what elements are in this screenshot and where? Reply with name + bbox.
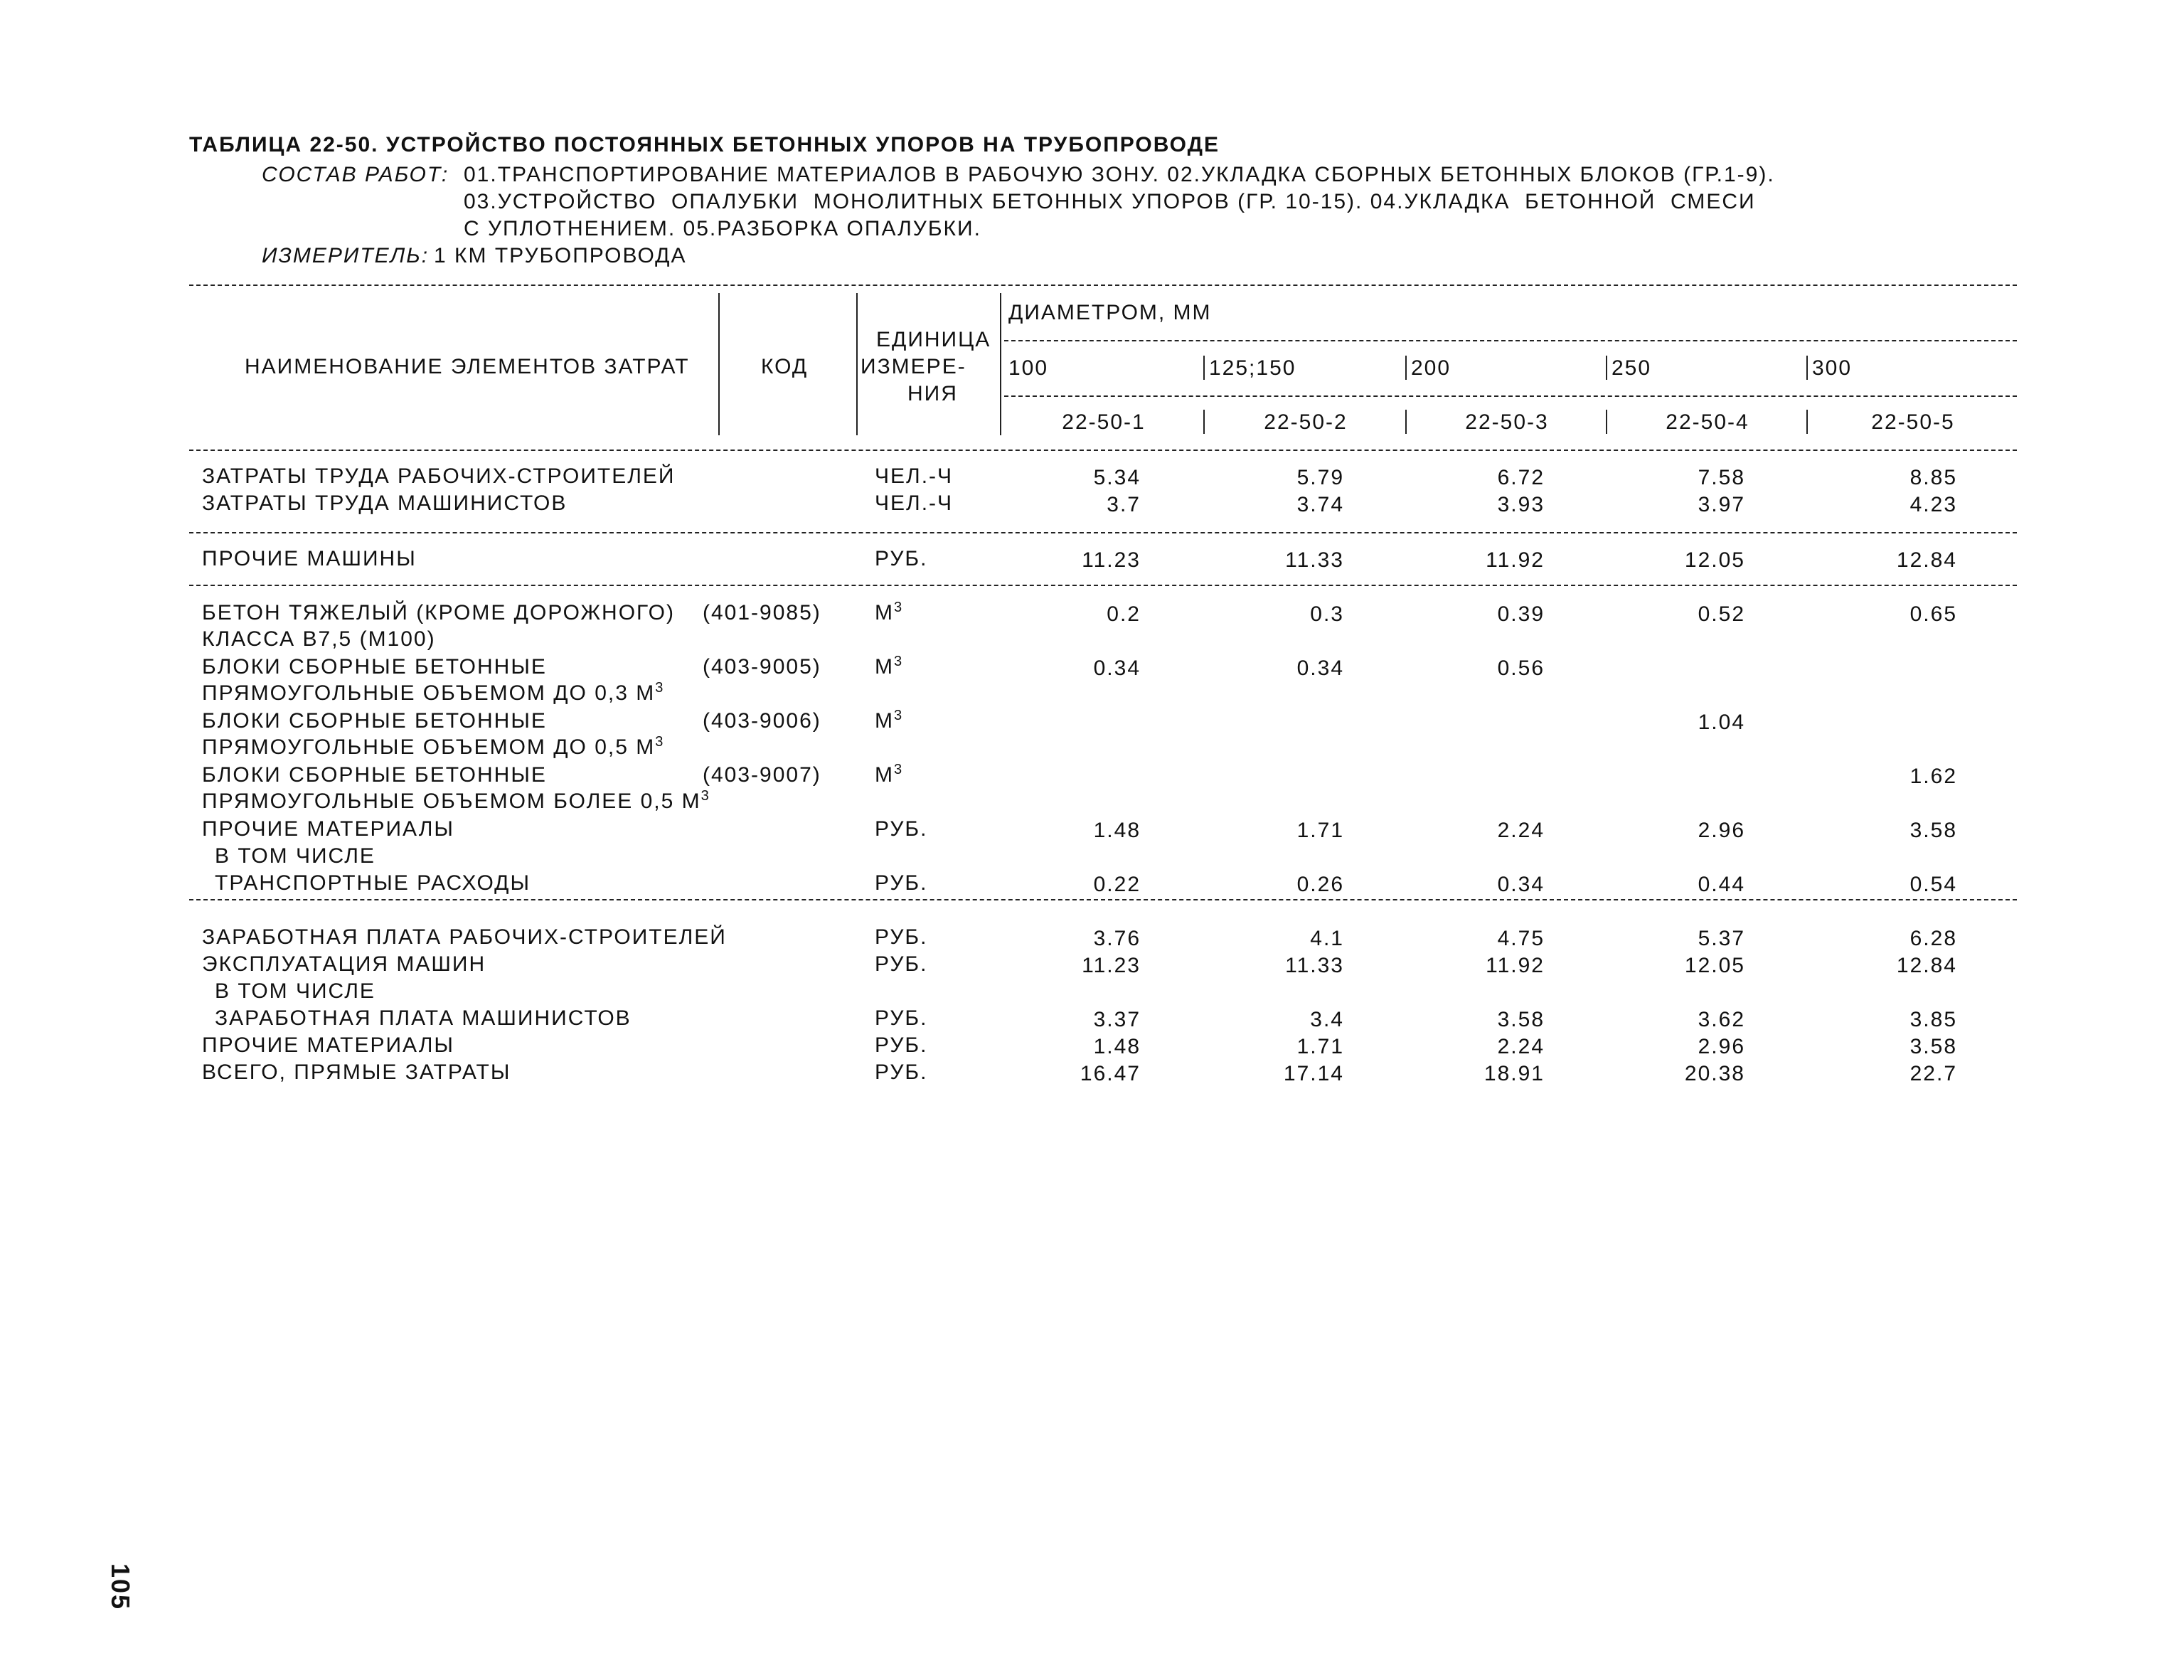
row-unit: РУБ.	[875, 871, 928, 895]
row-value: 1.48	[1093, 819, 1141, 842]
row-name: ПРОЧИЕ МАТЕРИАЛЫ	[202, 817, 454, 841]
work-line: 01.ТРАНСПОРТИРОВАНИЕ МАТЕРИАЛОВ В РАБОЧУЮ ЗОНУ. 02.УКЛАДКА СБОРНЫХ БЕТОННЫХ БЛОКОВ (ГР.1-9).	[464, 163, 1775, 186]
header-name: НАИМЕНОВАНИЕ ЭЛЕМЕНТОВ ЗАТРАТ	[245, 355, 690, 378]
row-name: ТРАНСПОРТНЫЕ РАСХОДЫ	[215, 871, 531, 895]
row-value: 3.4	[1310, 1008, 1344, 1031]
row-unit: РУБ.	[875, 1033, 928, 1057]
header-size: 125;150	[1209, 356, 1296, 380]
row-value: 5.79	[1296, 466, 1344, 489]
row-value: 3.85	[1909, 1008, 1957, 1031]
row-value: 0.52	[1698, 602, 1745, 626]
column-bar	[856, 293, 858, 435]
row-value: 11.92	[1486, 954, 1545, 977]
row-value: 0.54	[1909, 873, 1957, 896]
column-bar	[1405, 410, 1407, 434]
row-name: БЛОКИ СБОРНЫЕ БЕТОННЫЕ	[202, 763, 547, 787]
row-value: 22.7	[1909, 1062, 1957, 1085]
row-value: 0.22	[1093, 873, 1141, 896]
header-pricecode: 22-50-1	[1062, 410, 1146, 434]
row-value: 3.37	[1093, 1008, 1141, 1031]
row-value: 11.23	[1082, 954, 1141, 977]
row-unit: РУБ.	[875, 925, 928, 949]
page-number: 105	[106, 1563, 135, 1611]
header-size: 100	[1008, 356, 1049, 380]
row-name: ЗАТРАТЫ ТРУДА РАБОЧИХ-СТРОИТЕЛЕЙ	[202, 464, 676, 488]
row-value: 2.24	[1497, 1035, 1545, 1058]
row-value: 12.05	[1684, 548, 1745, 572]
column-bar	[718, 293, 720, 435]
row-value: 0.56	[1497, 656, 1545, 680]
row-unit: $М^3$	[875, 654, 904, 679]
meter-label: ИЗМЕРИТЕЛЬ:	[262, 244, 430, 267]
row-value: 16.47	[1080, 1062, 1141, 1085]
header-size: 250	[1612, 356, 1652, 380]
meter-value: 1 КМ ТРУБОПРОВОДА	[434, 244, 687, 267]
row-unit: РУБ.	[875, 1006, 928, 1030]
row-name-cont: ПРЯМОУГОЛЬНЫЕ ОБЪЕМОМ ДО 0,3 $М^3$	[202, 680, 665, 705]
header-code: КОД	[761, 355, 809, 378]
column-bar	[1806, 356, 1808, 380]
header-pricecode: 22-50-5	[1871, 410, 1955, 434]
work-line: С УПЛОТНЕНИЕМ. 05.РАЗБОРКА ОПАЛУБКИ.	[464, 217, 981, 240]
row-value: 0.34	[1296, 656, 1344, 680]
row-value: 6.28	[1909, 927, 1957, 950]
work-line: 03.УСТРОЙСТВО ОПАЛУБКИ МОНОЛИТНЫХ БЕТОННЫХ УПОРОВ (ГР. 10-15). 04.УКЛАДКА БЕТОННОЙ СМЕСИ	[464, 190, 1756, 213]
row-name: В ТОМ ЧИСЛЕ	[215, 979, 375, 1003]
row-unit: РУБ.	[875, 952, 928, 976]
header-pricecode: 22-50-3	[1465, 410, 1549, 434]
row-value: 2.96	[1698, 1035, 1745, 1058]
row-name-cont: КЛАССА B7,5 (M100)	[202, 627, 436, 651]
row-value: 1.71	[1296, 819, 1344, 842]
row-value: 11.92	[1486, 548, 1545, 572]
row-value: 3.58	[1909, 1035, 1957, 1058]
row-code: (403-9007)	[703, 763, 821, 787]
row-name: ЗАТРАТЫ ТРУДА МАШИНИСТОВ	[202, 491, 568, 515]
row-name: ЗАРАБОТНАЯ ПЛАТА МАШИНИСТОВ	[215, 1006, 632, 1030]
work-label: СОСТАВ РАБОТ:	[262, 163, 449, 186]
row-name: ВСЕГО, ПРЯМЫЕ ЗАТРАТЫ	[202, 1060, 511, 1084]
row-value: 1.71	[1296, 1035, 1344, 1058]
row-value: 20.38	[1684, 1062, 1745, 1085]
table-title: ТАБЛИЦА 22-50. УСТРОЙСТВО ПОСТОЯННЫХ БЕТОННЫХ УПОРОВ НА ТРУБОПРОВОДЕ	[189, 133, 1220, 156]
row-name: ЗАРАБОТНАЯ ПЛАТА РАБОЧИХ-СТРОИТЕЛЕЙ	[202, 925, 727, 949]
rule	[1004, 395, 2017, 397]
row-value: 0.34	[1497, 873, 1545, 896]
header-diameter: ДИАМЕТРОМ, ММ	[1008, 301, 1212, 324]
row-value: 7.58	[1698, 466, 1745, 489]
row-name-cont: ПРЯМОУГОЛЬНЫЕ ОБЪЕМОМ БОЛЕЕ 0,5 $М^3$	[202, 788, 710, 813]
header-size: 200	[1411, 356, 1451, 380]
header-unit: ЕДИНИЦА	[876, 328, 991, 351]
row-name: ЭКСПЛУАТАЦИЯ МАШИН	[202, 952, 486, 976]
row-value: 5.34	[1093, 466, 1141, 489]
row-unit: $М^3$	[875, 762, 904, 787]
header-unit: ИЗМЕРЕ-	[861, 355, 966, 378]
row-name: БЕТОН ТЯЖЕЛЫЙ (КРОМЕ ДОРОЖНОГО)	[202, 601, 675, 624]
column-bar	[1000, 293, 1001, 435]
rule	[189, 285, 2017, 286]
row-value: 11.33	[1285, 548, 1344, 572]
column-bar	[1606, 356, 1607, 380]
row-value: 11.33	[1285, 954, 1344, 977]
column-bar	[1806, 410, 1808, 434]
row-name: ПРОЧИЕ МАШИНЫ	[202, 547, 417, 570]
row-name-cont: ПРЯМОУГОЛЬНЫЕ ОБЪЕМОМ ДО 0,5 $М^3$	[202, 734, 665, 759]
rule	[189, 450, 2017, 451]
row-value: 3.93	[1497, 493, 1545, 516]
row-value: 12.05	[1684, 954, 1745, 977]
row-value: 18.91	[1483, 1062, 1545, 1085]
row-value: 12.84	[1896, 548, 1957, 572]
rule	[189, 532, 2017, 533]
header-size: 300	[1812, 356, 1853, 380]
row-value: 17.14	[1283, 1062, 1344, 1085]
row-unit: ЧЕЛ.-Ч	[875, 491, 954, 515]
row-name: БЛОКИ СБОРНЫЕ БЕТОННЫЕ	[202, 709, 547, 733]
column-bar	[1203, 410, 1205, 434]
column-bar	[1606, 410, 1607, 434]
row-value: 0.34	[1093, 656, 1141, 680]
rule	[189, 585, 2017, 586]
row-name: В ТОМ ЧИСЛЕ	[215, 844, 375, 868]
row-unit: $М^3$	[875, 708, 904, 733]
row-unit: РУБ.	[875, 817, 928, 841]
row-value: 1.48	[1093, 1035, 1141, 1058]
row-unit: ЧЕЛ.-Ч	[875, 464, 954, 488]
header-pricecode: 22-50-2	[1264, 410, 1348, 434]
row-value: 4.75	[1497, 927, 1545, 950]
row-code: (401-9085)	[703, 601, 821, 624]
row-value: 0.44	[1698, 873, 1745, 896]
header-pricecode: 22-50-4	[1666, 410, 1749, 434]
row-value: 0.65	[1909, 602, 1957, 626]
row-unit: РУБ.	[875, 547, 928, 570]
column-bar	[1405, 356, 1407, 380]
row-value: 0.2	[1107, 602, 1141, 626]
row-value: 11.23	[1082, 548, 1141, 572]
row-value: 2.24	[1497, 819, 1545, 842]
row-unit: $М^3$	[875, 600, 904, 624]
row-value: 0.3	[1310, 602, 1344, 626]
row-value: 5.37	[1698, 927, 1745, 950]
row-name: БЛОКИ СБОРНЫЕ БЕТОННЫЕ	[202, 655, 547, 679]
row-value: 4.23	[1909, 493, 1957, 516]
row-value: 6.72	[1497, 466, 1545, 489]
row-unit: РУБ.	[875, 1060, 928, 1084]
header-unit: НИЯ	[907, 382, 958, 405]
rule	[189, 899, 2017, 900]
row-value: 0.26	[1296, 873, 1344, 896]
row-value: 3.7	[1107, 493, 1141, 516]
row-value: 12.84	[1896, 954, 1957, 977]
row-value: 3.74	[1296, 493, 1344, 516]
row-value: 1.04	[1698, 711, 1745, 734]
row-value: 3.58	[1909, 819, 1957, 842]
row-value: 3.62	[1698, 1008, 1745, 1031]
row-value: 4.1	[1310, 927, 1344, 950]
row-name: ПРОЧИЕ МАТЕРИАЛЫ	[202, 1033, 454, 1057]
row-value: 1.62	[1909, 765, 1957, 788]
row-value: 0.39	[1497, 602, 1545, 626]
row-value: 3.97	[1698, 493, 1745, 516]
row-code: (403-9006)	[703, 709, 821, 733]
column-bar	[1203, 356, 1205, 380]
row-value: 3.58	[1497, 1008, 1545, 1031]
row-value: 8.85	[1909, 466, 1957, 489]
row-code: (403-9005)	[703, 655, 821, 679]
rule	[1004, 340, 2017, 341]
row-value: 2.96	[1698, 819, 1745, 842]
row-value: 3.76	[1093, 927, 1141, 950]
